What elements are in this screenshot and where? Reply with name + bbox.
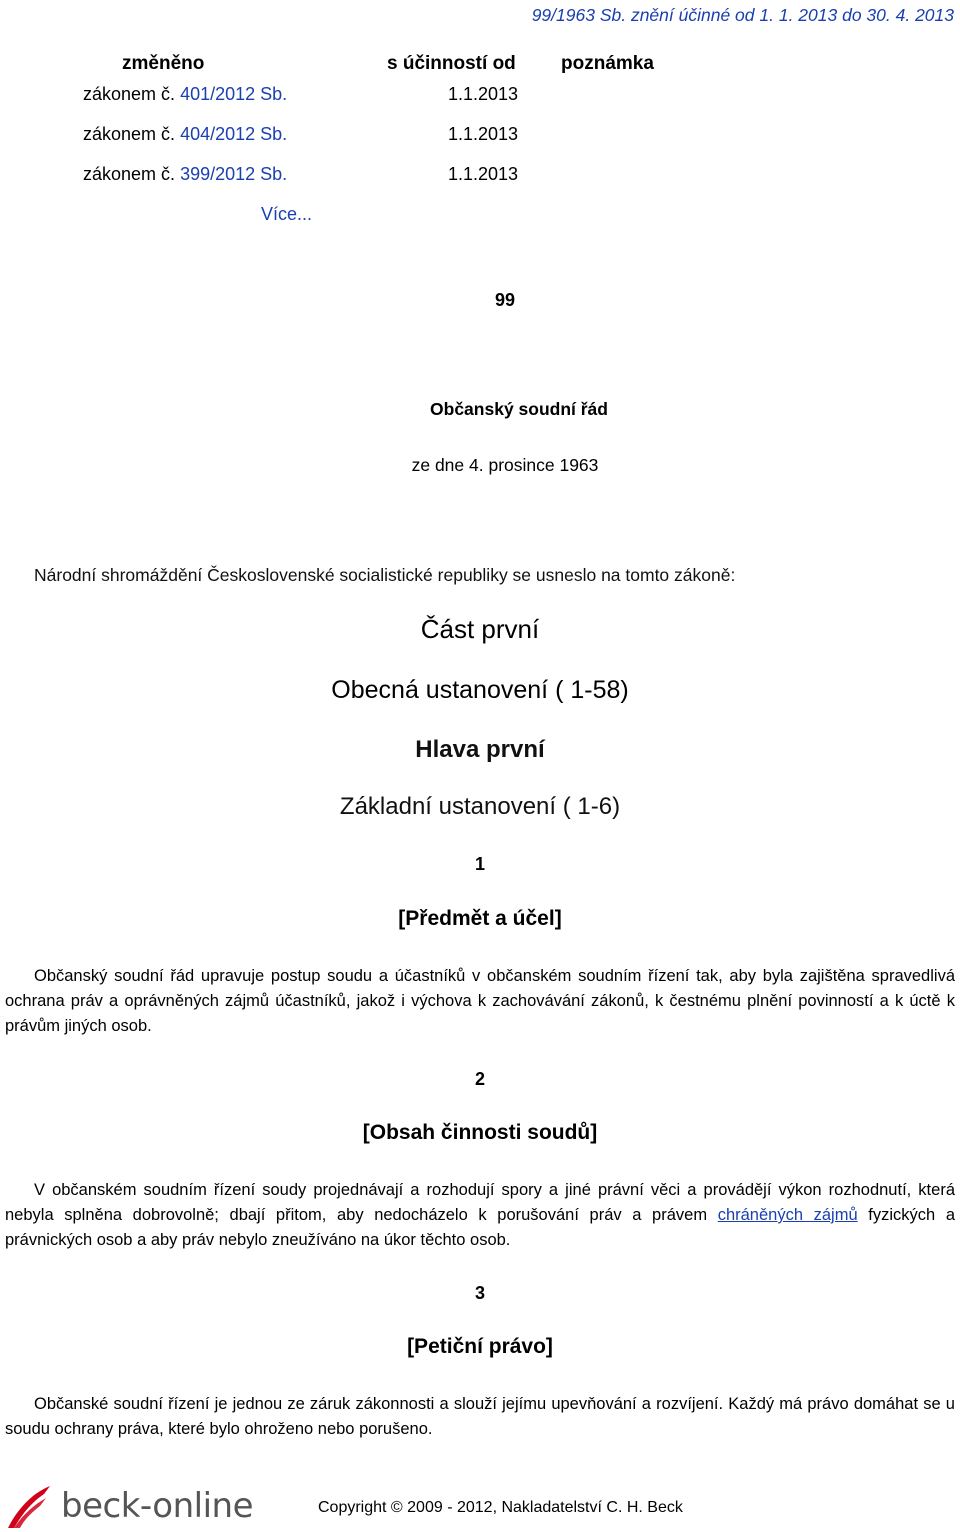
protected-interests-link[interactable]: chráněných zájmů xyxy=(717,1206,858,1224)
basic-provisions-heading: Základní ustanovení ( 1-6) xyxy=(339,793,621,820)
logo-text: beck-online xyxy=(61,1486,253,1526)
part-heading: Část první xyxy=(420,614,540,644)
amend-row xyxy=(0,84,960,106)
amend-date: 1.1.2013 xyxy=(448,84,519,104)
amend-date: 1.1.2013 xyxy=(448,164,519,184)
amend-by xyxy=(83,84,287,105)
section-text xyxy=(5,1178,955,1253)
amend-by xyxy=(83,124,287,145)
section-number: 3 xyxy=(474,1283,485,1303)
section-title: [Obsah činnosti soudů] xyxy=(362,1121,598,1144)
copyright-notice: Copyright © 2009 - 2012, Nakladatelství C. H. Beck xyxy=(318,1499,683,1516)
law-number: 99 xyxy=(494,290,516,310)
amend-col-note-header: poznámka xyxy=(561,53,654,74)
head-heading: Hlava první xyxy=(415,736,545,763)
amend-by xyxy=(83,164,287,185)
amend-col-changed-header: změněno xyxy=(122,53,205,74)
section-number: 1 xyxy=(474,854,485,874)
amend-row xyxy=(0,124,960,146)
beck-online-logo-icon xyxy=(4,1484,56,1530)
section-body: Občanské soudní řízení je jednou ze záruk zákonnosti a slouží jejímu upevňování a rozvíjení. Každý má právo domáhat se u soudu ochrany práva, které bylo ohroženo nebo porušeno. xyxy=(5,1395,955,1438)
general-provisions-heading: Obecná ustanovení ( 1-58) xyxy=(331,676,629,704)
more-amendments-link[interactable]: Více... xyxy=(261,204,313,224)
amend-law-link[interactable]: 404/2012 Sb. xyxy=(180,124,288,144)
amend-prefix: zákonem č. xyxy=(83,84,176,104)
amend-prefix: zákonem č. xyxy=(83,124,176,144)
section-body: fyzických a právnických osob a aby práv nebylo zneužíváno na úkor těchto osob. xyxy=(5,1206,956,1249)
amend-law-link[interactable]: 399/2012 Sb. xyxy=(180,164,288,184)
section-title: [Petiční právo] xyxy=(407,1335,553,1358)
section-body: Občanský soudní řád upravuje postup soudu a účastníků v občanském soudním řízení tak, aby byla zajištěna spravedlivá ochrana práv a oprávněných zájmů účastníků, jakož i výchova k zachovávání zákonů, k čestnému plnění povinností a k úctě k právům jiných osob. xyxy=(5,967,955,1035)
amend-law-link[interactable]: 401/2012 Sb. xyxy=(180,84,288,104)
section-text xyxy=(5,964,955,1039)
law-title: Občanský soudní řád xyxy=(430,399,608,419)
section-number: 2 xyxy=(474,1069,485,1089)
section-body: V občanském soudním řízení soudy projednávají a rozhodují spory a jiné právní věci a provádějí výkon rozhodnutí, která nebyla splněna dobrovolně; dbají přitom, aby nedocházelo k porušování práv a právem xyxy=(5,1181,955,1224)
law-preamble: Národní shromáždění Československé socialistické republiky se usneslo na tomto zákoně: xyxy=(34,565,736,585)
amend-row xyxy=(0,164,960,186)
amend-prefix: zákonem č. xyxy=(83,164,176,184)
beck-online-logo xyxy=(4,1484,254,1530)
section-text xyxy=(5,1392,955,1442)
document-header-note: 99/1963 Sb. znění účinné od 1. 1. 2013 do 30. 4. 2013 xyxy=(531,5,954,25)
law-date: ze dne 4. prosince 1963 xyxy=(411,455,599,475)
section-title: [Předmět a účel] xyxy=(398,907,562,930)
amend-col-effective-header: s účinností od xyxy=(387,53,516,74)
amend-date: 1.1.2013 xyxy=(448,124,519,144)
